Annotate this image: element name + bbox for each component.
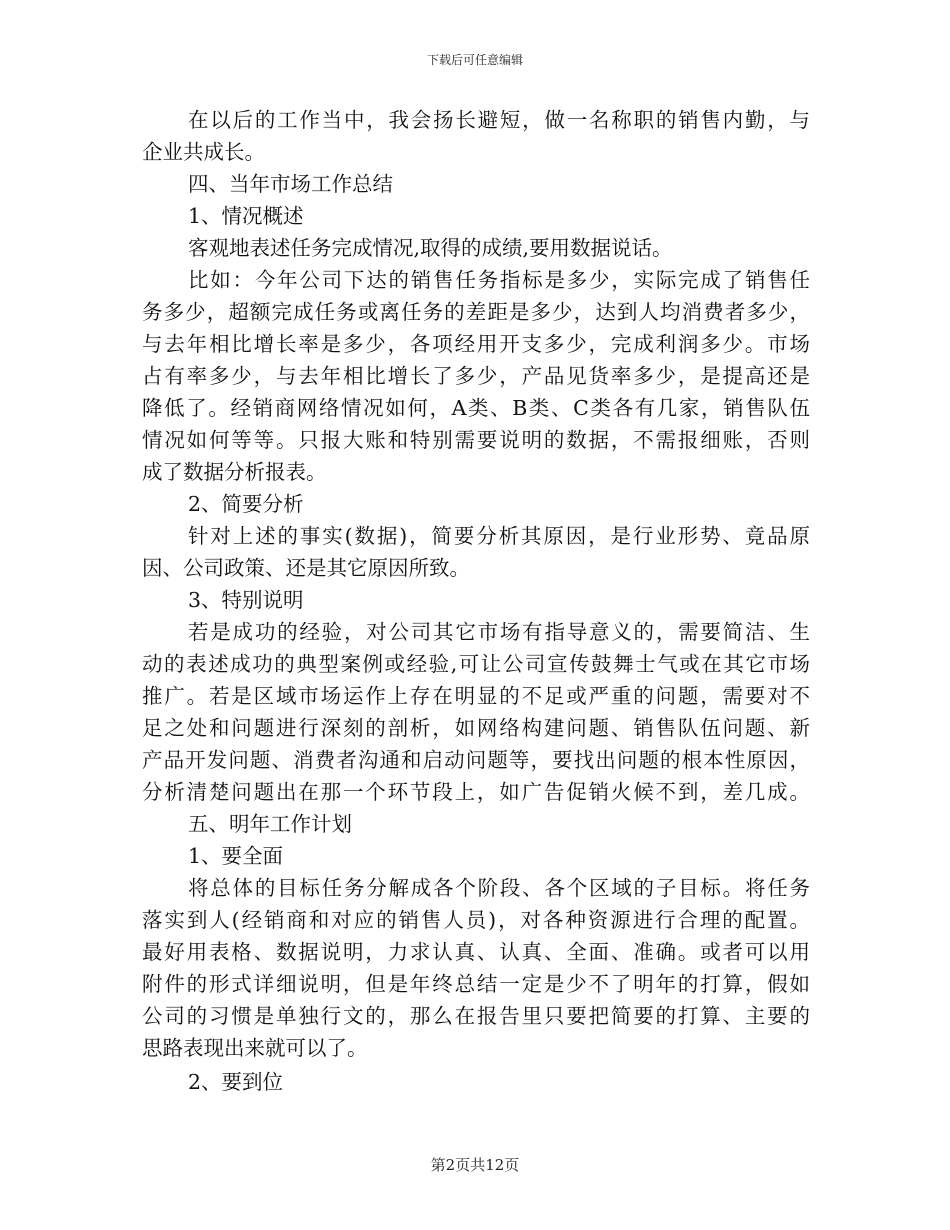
- text-line: 占有率多少，与去年相比增长了多少，产品见货率多少，是提高还是: [142, 364, 810, 388]
- text-line: 1、要全面: [188, 844, 284, 868]
- text-line: 推广。若是区域市场运作上存在明显的不足或严重的问题，需要对不: [142, 684, 810, 708]
- text-line: 2、要到位: [188, 1070, 284, 1094]
- text-line: 将总体的目标任务分解成各个阶段、各个区域的子目标。将任务: [188, 876, 810, 900]
- text-line: 在以后的工作当中，我会扬长避短，做一名称职的销售内勤，与: [188, 108, 810, 132]
- text-line: 产品开发问题、消费者沟通和启动问题等，要找出问题的根本性原因，: [142, 748, 810, 772]
- text-line: 企业共成长。: [142, 140, 265, 164]
- text-line: 分析清楚问题出在那一个环节段上，如广告促销火候不到，差几成。: [142, 780, 810, 804]
- text-line: 四、当年市场工作总结: [188, 172, 393, 196]
- page-header-note: 下载后可任意编辑: [426, 53, 523, 67]
- text-line: 比如：今年公司下达的销售任务指标是多少，实际完成了销售任: [188, 268, 810, 292]
- text-line: 2、简要分析: [188, 492, 304, 516]
- text-line: 降低了。经销商网络情况如何，A类、B类、C类各有几家，销售队伍: [142, 396, 810, 420]
- text-line: 成了数据分析报表。: [142, 460, 327, 484]
- text-line: 最好用表格、数据说明，力求认真、认真、全面、准确。或者可以用: [142, 940, 810, 964]
- text-line: 1、情况概述: [188, 204, 304, 228]
- text-line: 落实到人(经销商和对应的销售人员)，对各种资源进行合理的配置。: [142, 908, 810, 932]
- text-line: 动的表述成功的典型案例或经验,可让公司宣传鼓舞士气或在其它市场: [142, 652, 810, 676]
- text-line: 与去年相比增长率是多少，各项经用开支多少，完成利润多少。市场: [142, 332, 810, 356]
- text-line: 附件的形式详细说明，但是年终总结一定是少不了明年的打算，假如: [142, 972, 810, 996]
- text-line: 针对上述的事实(数据)，简要分析其原因，是行业形势、竟品原: [188, 524, 810, 548]
- text-line: 务多少，超额完成任务或离任务的差距是多少，达到人均消费者多少，: [142, 300, 810, 324]
- text-line: 若是成功的经验，对公司其它市场有指导意义的，需要简洁、生: [188, 620, 810, 644]
- page-number: 第2页共12页: [430, 1156, 520, 1174]
- document-body: [142, 104, 810, 1098]
- text-line: 情况如何等等。只报大账和特别需要说明的数据，不需报细账，否则: [142, 428, 810, 452]
- text-line: 思路表现出来就可以了。: [142, 1036, 368, 1060]
- text-line: 公司的习惯是单独行文的，那么在报告里只要把简要的打算、主要的: [142, 1004, 810, 1028]
- text-line: 3、特别说明: [188, 588, 304, 612]
- text-line: 五、明年工作计划: [188, 812, 352, 836]
- text-line: 足之处和问题进行深刻的剖析，如网络构建问题、销售队伍问题、新: [142, 716, 810, 740]
- text-line: 客观地表述任务完成情况,取得的成绩,要用数据说话。: [188, 236, 673, 260]
- text-line: 因、公司政策、还是其它原因所致。: [142, 556, 470, 580]
